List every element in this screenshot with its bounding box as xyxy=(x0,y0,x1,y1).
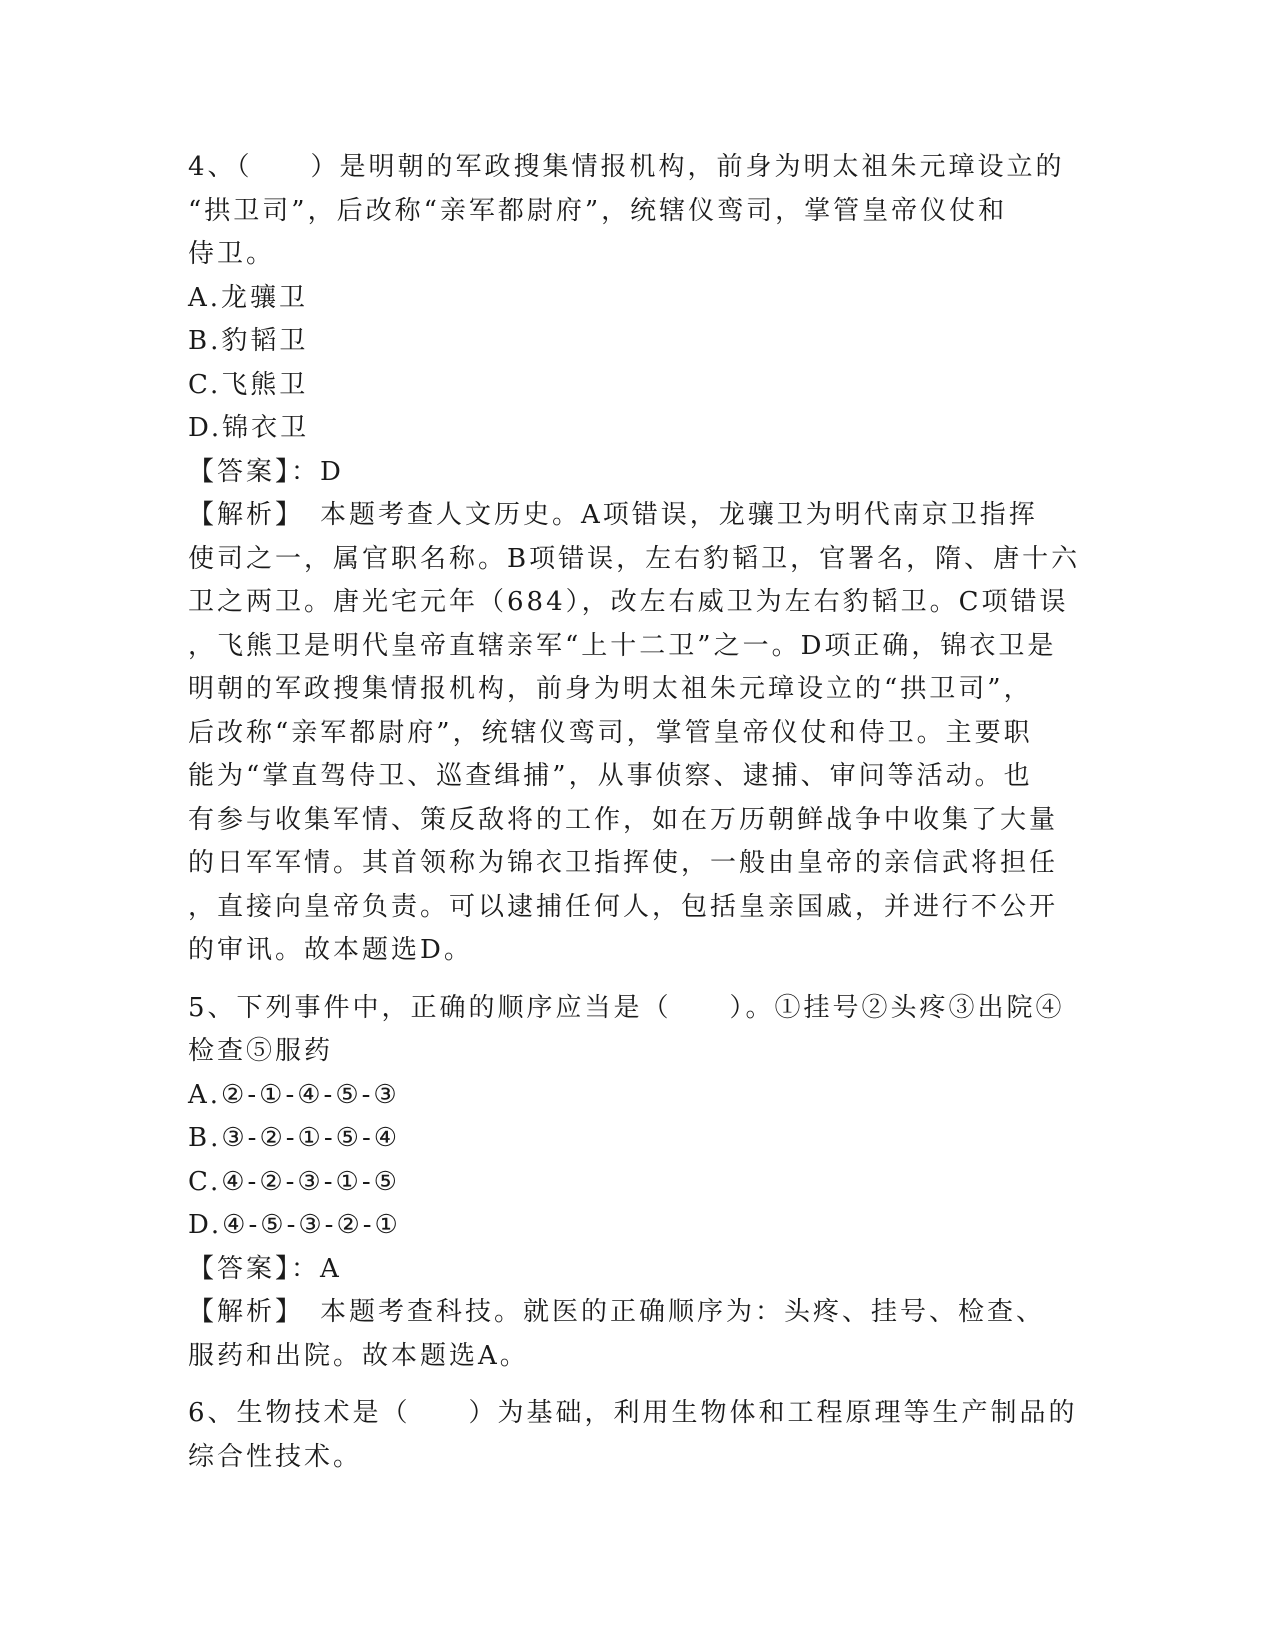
document-page xyxy=(188,146,1088,1479)
analysis-line: 卫之两卫。唐光宅元年（684），改左右威卫为左右豹韬卫。C项错误 xyxy=(188,587,1069,617)
question-6 xyxy=(188,1392,1088,1479)
option-a: A.②-①-④-⑤-③ xyxy=(188,1079,400,1110)
question-stem-line: 侍卫。 xyxy=(188,239,276,269)
analysis-line: 服药和出院。故本题选A。 xyxy=(188,1340,529,1371)
question-stem-line: “拱卫司”，后改称“亲军都尉府”，统辖仪鸾司，掌管皇帝仪仗和 xyxy=(188,195,1008,226)
analysis-line: 有参与收集军情、策反敌将的工作，如在万历朝鲜战争中收集了大量 xyxy=(188,804,1059,835)
analysis-line: 【解析】 本题考查人文历史。A项错误，龙骧卫为明代南京卫指挥 xyxy=(188,500,1038,530)
option-c: C.④-②-③-①-⑤ xyxy=(188,1166,400,1197)
answer-line: 【答案】：D xyxy=(188,456,344,487)
analysis-line: 的日军军情。其首领称为锦衣卫指挥使，一般由皇帝的亲信武将担任 xyxy=(188,848,1059,878)
analysis-line: 能为“掌直驾侍卫、巡查缉捕”，从事侦察、逮捕、审问等活动。也 xyxy=(188,761,1033,791)
analysis-line: 【解析】 本题考查科技。就医的正确顺序为：头疼、挂号、检查、 xyxy=(188,1297,1046,1327)
analysis-line: 后改称“亲军都尉府”，统辖仪鸾司，掌管皇帝仪仗和侍卫。主要职 xyxy=(188,717,1033,748)
question-5 xyxy=(188,987,1088,1379)
question-stem-line: 6、生物技术是（ ）为基础，利用生物体和工程原理等生产制品的 xyxy=(188,1398,1078,1428)
question-stem-line: 检查⑤服药 xyxy=(188,1036,334,1066)
analysis-line: 的审讯。故本题选D。 xyxy=(188,935,473,965)
option-a: A.龙骧卫 xyxy=(188,282,309,313)
analysis-line: ，飞熊卫是明代皇帝直辖亲军“上十二卫”之一。D项正确，锦衣卫是 xyxy=(188,630,1057,661)
question-stem-line: 综合性技术。 xyxy=(188,1441,363,1472)
option-b: B.③-②-①-⑤-④ xyxy=(188,1123,401,1153)
option-c: C.飞熊卫 xyxy=(188,369,309,400)
analysis-line: ，直接向皇帝负责。可以逮捕任何人，包括皇亲国戚，并进行不公开 xyxy=(188,891,1059,922)
question-4 xyxy=(188,146,1088,973)
analysis-line: 使司之一，属官职名称。B项错误，左右豹韬卫，官署名，隋、唐十六 xyxy=(188,543,1081,574)
option-d: D.锦衣卫 xyxy=(188,413,310,443)
option-d: D.④-⑤-③-②-① xyxy=(188,1210,401,1240)
option-b: B.豹韬卫 xyxy=(188,326,309,356)
analysis-line: 明朝的军政搜集情报机构，前身为明太祖朱元璋设立的“拱卫司”， xyxy=(188,674,1033,704)
question-stem-line: 4、（ ）是明朝的军政搜集情报机构，前身为明太祖朱元璋设立的 xyxy=(188,152,1065,182)
answer-line: 【答案】：A xyxy=(188,1253,342,1284)
question-stem-line: 5、下列事件中，正确的顺序应当是（ ）。①挂号②头疼③出院④ xyxy=(188,992,1065,1023)
